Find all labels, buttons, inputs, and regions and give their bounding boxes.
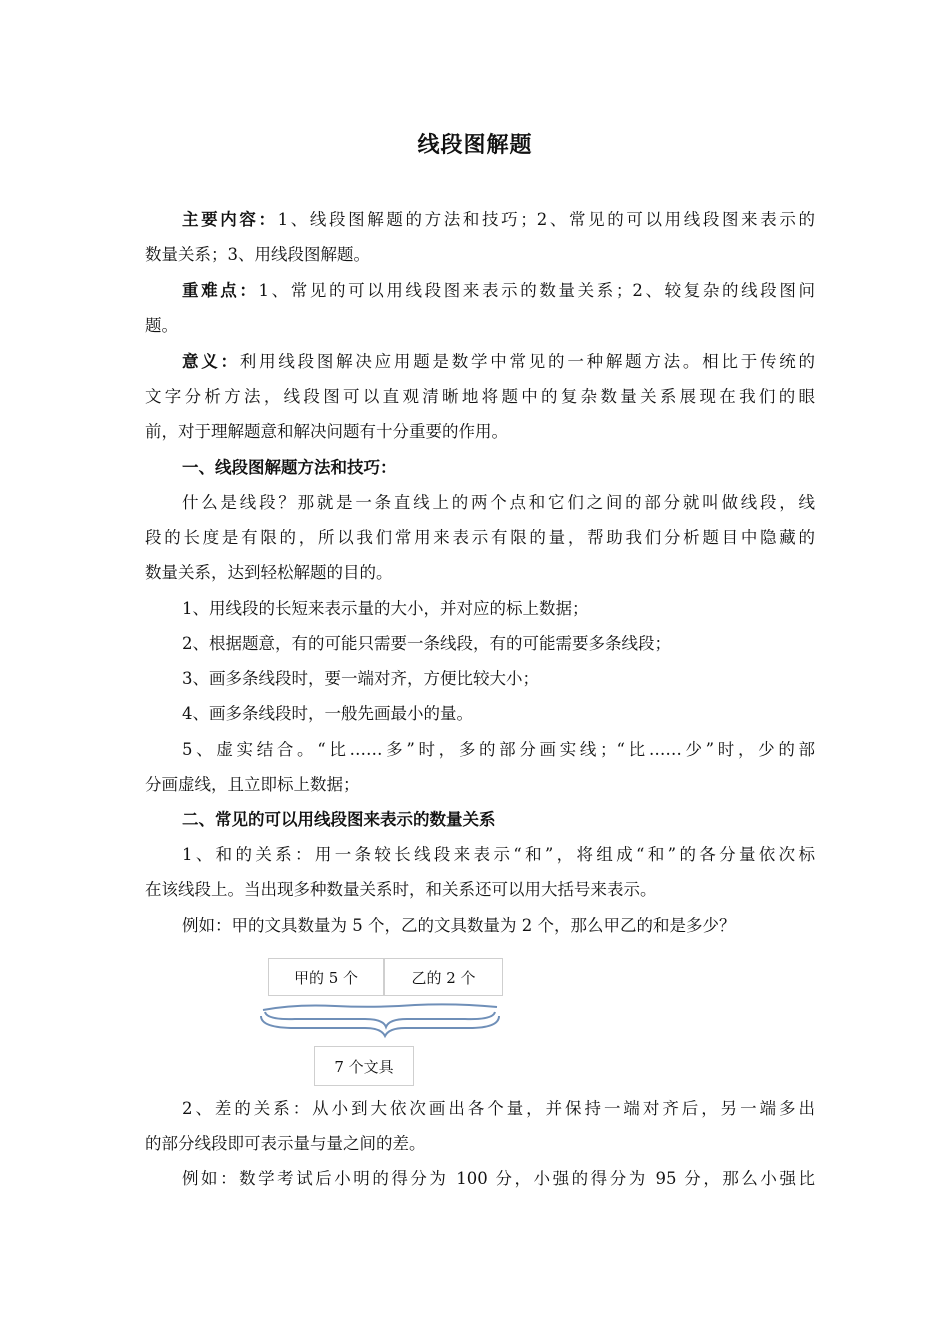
section1-para-line-3: 数量关系，达到轻松解题的目的。 <box>145 563 393 582</box>
segment-line-top <box>263 1004 497 1010</box>
total-label-text: 7 个文具 <box>334 1058 394 1076</box>
sum-relation-line-1: 1、和的关系：用一条较长线段来表示“和”，将组成“和”的各分量依次标 <box>182 845 815 864</box>
diff-relation-line-1: 2、差的关系：从小到大依次画出各个量，并保持一端对齐后，另一端多出 <box>182 1099 815 1118</box>
section1-item-4: 4、画多条线段时，一般先画最小的量。 <box>182 704 473 723</box>
main-content-text: 1、线段图解题的方法和技巧；2、常见的可以用线段图来表示的 <box>277 210 815 229</box>
main-content-line-2: 数量关系；3、用线段图解题。 <box>145 245 370 264</box>
key-points-label: 重难点： <box>182 281 259 300</box>
section1-para-line-2: 段的长度是有限的，所以我们常用来表示有限的量，帮助我们分析题目中隐藏的 <box>145 528 815 547</box>
key-points-line-1 <box>182 279 815 303</box>
sum-example: 例如：甲的文具数量为 5 个，乙的文具数量为 2 个，那么甲乙的和是多少？ <box>182 916 736 935</box>
key-points-line-2: 题。 <box>145 316 178 335</box>
meaning-label: 意义： <box>182 352 240 371</box>
segment-label-jia-text: 甲的 5 个 <box>293 969 359 987</box>
main-content-label: 主要内容： <box>182 210 278 229</box>
page-title: 线段图解题 <box>417 132 533 158</box>
section1-item-1: 1、用线段的长短来表示量的大小，并对应的标上数据； <box>182 599 589 618</box>
section1-item-5-line-1: 5、虚实结合。“比……多”时，多的部分画实线；“比……少”时，少的部 <box>182 740 815 759</box>
key-points-text: 1、常见的可以用线段图来表示的数量关系；2、较复杂的线段图问 <box>258 281 815 300</box>
segment-diagram <box>255 998 505 1042</box>
diff-example: 例如：数学考试后小明的得分为 100 分，小强的得分为 95 分，那么小强比 <box>182 1169 815 1188</box>
meaning-line-3: 前，对于理解题意和解决问题有十分重要的作用。 <box>145 422 508 441</box>
segment-label-jia <box>268 958 384 996</box>
segment-brace-small <box>265 1012 495 1027</box>
segment-label-yi-text: 乙的 2 个 <box>411 969 476 987</box>
section1-heading: 一、线段图解题方法和技巧： <box>182 458 397 477</box>
section1-item-3: 3、画多条线段时，要一端对齐，方便比较大小； <box>182 669 539 688</box>
total-label-box <box>314 1046 414 1086</box>
meaning-line-2: 文字分析方法，线段图可以直观清晰地将题中的复杂数量关系展现在我们的眼 <box>145 387 815 406</box>
sum-relation-line-2: 在该线段上。当出现多种数量关系时，和关系还可以用大括号来表示。 <box>145 880 657 899</box>
section1-para-line-1: 什么是线段？那就是一条直线上的两个点和它们之间的部分就叫做线段，线 <box>182 493 815 512</box>
section1-item-5-line-2: 分画虚线，且立即标上数据； <box>145 775 360 794</box>
meaning-text: 利用线段图解决应用题是数学中常见的一种解题方法。相比于传统的 <box>239 352 815 371</box>
diff-relation-line-2: 的部分线段即可表示量与量之间的差。 <box>145 1134 426 1153</box>
segment-label-yi <box>384 958 503 996</box>
main-content-line-1 <box>182 208 815 232</box>
meaning-line-1 <box>182 350 815 374</box>
section2-heading: 二、常见的可以用线段图来表示的数量关系 <box>182 810 496 829</box>
section1-item-2: 2、根据题意，有的可能只需要一条线段，有的可能需要多条线段； <box>182 634 671 653</box>
